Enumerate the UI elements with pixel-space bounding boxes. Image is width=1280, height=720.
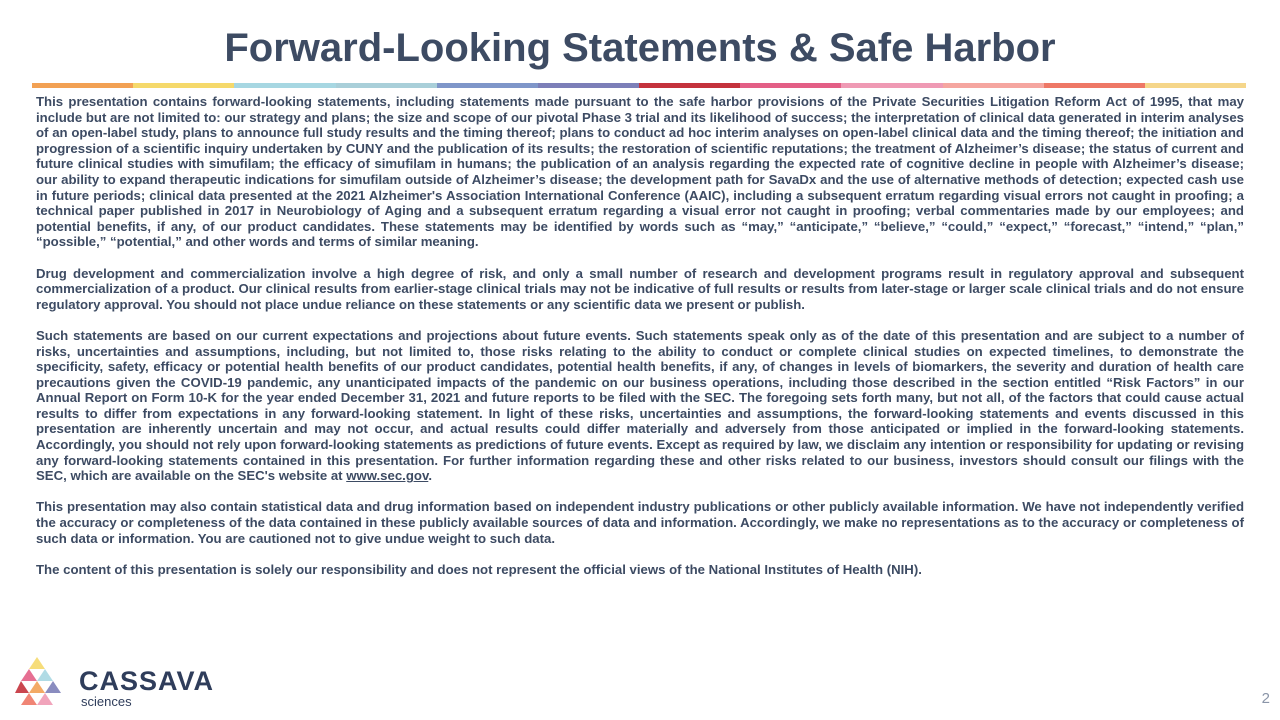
color-bar-segment <box>437 83 538 88</box>
color-bar-segment <box>336 83 437 88</box>
color-bar-segment <box>1145 83 1246 88</box>
sec-website-link[interactable]: www.sec.gov <box>346 468 429 484</box>
color-bar-segment <box>32 83 133 88</box>
paragraph-expectations-text: Such statements are based on our current expectations and projections about future events. Such statements speak only as of the date of this presentation and are subject to a number of risks, uncertainties and assumptions, including, but not limited to, those risks relating to the ability to conduct or complete clinical studies on expected timelines, to demonstrate the specificity, safety, efficacy or potential health benefits of our product candidates, potential health benefits, if any, of changes in levels of biomarkers, the severity and duration of health care precautions given the COVID-19 pandemic, any unanticipated impacts of the pandemic on our business operations, including those described in the section entitled “Risk Factors” in our Annual Report on Form 10-K for the year ended December 31, 2021 and future reports to be filed with the SEC. The foregoing sets forth many, but not all, of the factors that could cause actual results to differ from expectations in any forward-looking statement. In light of these risks, uncertainties and assumptions, the forward-looking statements and events discussed in this presentation are inherently uncertain and may not occur, and actual results could differ materially and adversely from those anticipated or implied in the forward-looking statements. Accordingly, you should not rely upon forward-looking statements as predictions of future events. Except as required by law, we disclaim any intention or responsibility for updating or revising any forward-looking statements contained in this presentation. For further information regarding these and other risks related to our business, investors should consult our filings with the SEC, which are available on the SEC's website at <box>36 327 1244 484</box>
color-divider-bar <box>32 83 1246 88</box>
disclaimer-body <box>36 94 1244 593</box>
paragraph-expectations-end: . <box>428 468 432 484</box>
color-bar-segment <box>943 83 1044 88</box>
color-bar-segment <box>1044 83 1145 88</box>
paragraph-forward-looking: This presentation contains forward-looking statements, including statements made pursuant to the safe harbor provisions of the Private Securities Litigation Reform Act of 1995, that may include but are not limited to: our strategy and plans; the size and scope of our pivotal Phase 3 trial and its likelihood of success; the interpretation of clinical data generated in interim analyses of an open-label study, plans to announce full study results and the timing thereof; plans to conduct ad hoc interim analyses on open-label clinical data and the timing thereof; the initiation and progression of a scientific inquiry undertaken by CUNY and the publication of its results; the restoration of scientific reputations; the treatment of Alzheimer’s disease; the status of current and future clinical studies with simufilam; the efficacy of simufilam in humans; the publication of an analysis regarding the expected rate of cognitive decline in people with Alzheimer’s disease; our ability to expand therapeutic indications for simufilam outside of Alzheimer’s disease; the development path for SavaDx and the use of alternative methods of detection; expected cash use in future periods; clinical data presented at the 2021 Alzheimer's Association International Conference (AAIC), including a subsequent erratum regarding visual errors not caught in proofing; a technical paper published in 2017 in Neurobiology of Aging and a subsequent erratum regarding a visual error not caught in proofing; verbal commentaries made by our employees; and potential benefits, if any, of our product candidates. These statements may be identified by words such as “may,” “anticipate,” “believe,” “could,” “expect,” “forecast,” “intend,” “plan,” “possible,” “potential,” and other words and terms of similar meaning. <box>36 94 1244 250</box>
color-bar-segment <box>234 83 335 88</box>
paragraph-drug-development-risk: Drug development and commercialization involve a high degree of risk, and only a small number of research and development programs result in regulatory approval and subsequent commercialization of a product. Our clinical results from earlier-stage clinical trials may not be indicative of full results or results from later-stage or larger scale clinical trials and do not ensure regulatory approval. You should not place undue reliance on these statements or any scientific data we present or publish. <box>36 265 1244 312</box>
logo-subtext: sciences <box>81 694 132 709</box>
paragraph-statistical-data: This presentation may also contain statistical data and drug information based on independent industry publications or other publicly available information. We have not independently verified the accuracy or completeness of the data contained in these publicly available sources of data and information. Accordingly, we make no representations as to the accuracy or completeness of such data or information. You are cautioned not to give undue weight to such data. <box>36 499 1244 546</box>
color-bar-segment <box>133 83 234 88</box>
color-bar-segment <box>639 83 740 88</box>
color-bar-segment <box>538 83 639 88</box>
cassava-sciences-logo <box>15 655 235 713</box>
logo-mark-icon <box>15 655 79 713</box>
paragraph-expectations <box>36 328 1244 484</box>
slide-title: Forward-Looking Statements & Safe Harbor <box>224 26 1056 70</box>
color-bar-segment <box>841 83 942 88</box>
page-number: 2 <box>1261 690 1270 707</box>
paragraph-nih-disclaimer: The content of this presentation is solely our responsibility and does not represent the official views of the National Institutes of Health (NIH). <box>36 561 922 577</box>
color-bar-segment <box>740 83 841 88</box>
logo-wordmark: CASSAVA <box>79 666 215 696</box>
